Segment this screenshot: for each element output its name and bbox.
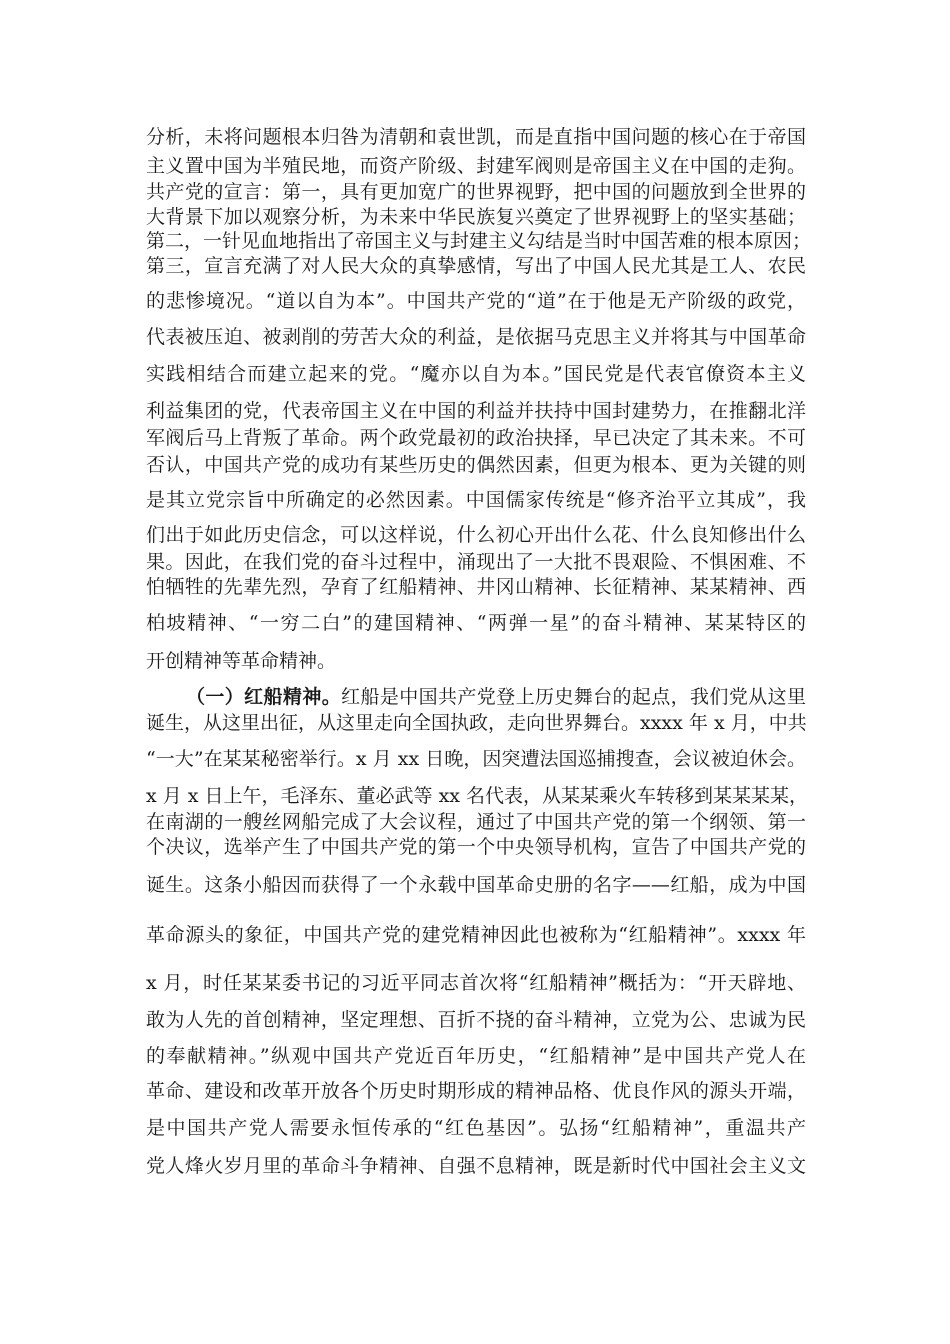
paragraph-line: 第三，宣言充满了对人民大众的真挚感情，写出了中国人民尤其是工人、农民 — [146, 255, 806, 277]
paragraph-line: x 月 x 日上午，毛泽东、董必武等 xx 名代表，从某某乘火车转移到某某某某， — [146, 785, 809, 807]
paragraph-line: 党人烽火岁月里的革命斗争精神、自强不息精神，既是新时代中国社会主义文 — [146, 1155, 806, 1177]
paragraph-line: 们出于如此历史信念，可以这样说，什么初心开出什么花、什么良知修出什么 — [146, 524, 806, 546]
paragraph-line: 共产党的宣言：第一，具有更加宽广的世界视野，把中国的问题放到全世界的 — [146, 181, 806, 203]
paragraph-line: 在南湖的一艘丝网船完成了大会议程，通过了中国共产党的第一个纲领、第一 — [146, 811, 806, 833]
paragraph-line: 利益集团的党，代表帝国主义在中国的利益并扶持中国封建势力，在推翻北洋 — [146, 400, 806, 422]
paragraph-line: 诞生。这条小船因而获得了一个永载中国革命史册的名字——红船，成为中国 — [146, 874, 806, 896]
paragraph-line: 的悲惨境况。“道以自为本”。中国共产党的“道”在于他是无产阶级的政党， — [146, 290, 806, 312]
paragraph-line: “一大”在某某秘密举行。x 月 xx 日晚，因突遭法国巡捕搜查，会议被迫休会。 — [146, 748, 806, 770]
section-first-line-text: 红船是中国共产党登上历史舞台的起点，我们党从这里 — [341, 686, 806, 708]
paragraph-line: 果。因此，在我们党的奋斗过程中，涌现出了一大批不畏艰险、不惧困难、不 — [146, 551, 806, 573]
paragraph-line: 大背景下加以观察分析，为未来中华民族复兴奠定了世界视野上的坚实基础； — [146, 206, 806, 228]
paragraph-line: 敢为人先的首创精神，坚定理想、百折不挠的奋斗精神，立党为公、忠诚为民 — [146, 1009, 806, 1031]
paragraph-line: 个决议，选举产生了中国共产党的第一个中央领导机构，宣告了中国共产党的 — [146, 836, 806, 858]
paragraph-line: 诞生，从这里出征，从这里走向全国执政，走向世界舞台。xxxx 年 x 月，中共 — [146, 712, 807, 734]
paragraph-line: 否认，中国共产党的成功有某些历史的偶然因素，但更为根本、更为关键的则 — [146, 454, 806, 476]
paragraph-line: 怕牺牲的先辈先烈，孕育了红船精神、井冈山精神、长征精神、某某精神、西 — [146, 576, 806, 598]
paragraph-line: 是其立党宗旨中所确定的必然因素。中国儒家传统是“修齐治平立其成”，我 — [146, 489, 806, 511]
paragraph-line: 军阀后马上背叛了革命。两个政党最初的政治抉择，早已决定了其未来。不可 — [146, 427, 806, 449]
section-first-line — [186, 684, 806, 710]
paragraph-line: 实践相结合而建立起来的党。“魔亦以自为本。”国民党是代表官僚资本主义 — [146, 363, 806, 385]
section-heading: （一）红船精神。 — [186, 686, 342, 708]
paragraph-line: 革命、建设和改革开放各个历史时期形成的精神品格、优良作风的源头开端， — [146, 1080, 806, 1102]
paragraph-line: 主义置中国为半殖民地，而资产阶级、封建军阀则是帝国主义在中国的走狗。 — [146, 155, 806, 177]
paragraph-line: 开创精神等革命精神。 — [146, 650, 337, 672]
paragraph-line: 是中国共产党人需要永恒传承的“红色基因”。弘扬“红船精神”，重温共产 — [146, 1117, 806, 1139]
paragraph-line: 第二，一针见血地指出了帝国主义与封建主义勾结是当时中国苦难的根本原因； — [146, 230, 812, 252]
paragraph-line: 代表被压迫、被剥削的劳苦大众的利益，是依据马克思主义并将其与中国革命 — [146, 326, 806, 348]
paragraph-line: x 月，时任某某委书记的习近平同志首次将“红船精神”概括为：“开天辟地、 — [146, 972, 806, 994]
paragraph-line: 的奉献精神。”纵观中国共产党近百年历史，“红船精神”是中国共产党人在 — [146, 1045, 806, 1067]
paragraph-line: 革命源头的象征，中国共产党的建党精神因此也被称为“红船精神”。xxxx 年 — [146, 924, 806, 946]
paragraph-line: 分析，未将问题根本归咎为清朝和袁世凯，而是直指中国问题的核心在于帝国 — [146, 126, 806, 148]
paragraph-line: 柏坡精神、“一穷二白”的建国精神、“两弹一星”的奋斗精神、某某特区的 — [146, 612, 806, 634]
